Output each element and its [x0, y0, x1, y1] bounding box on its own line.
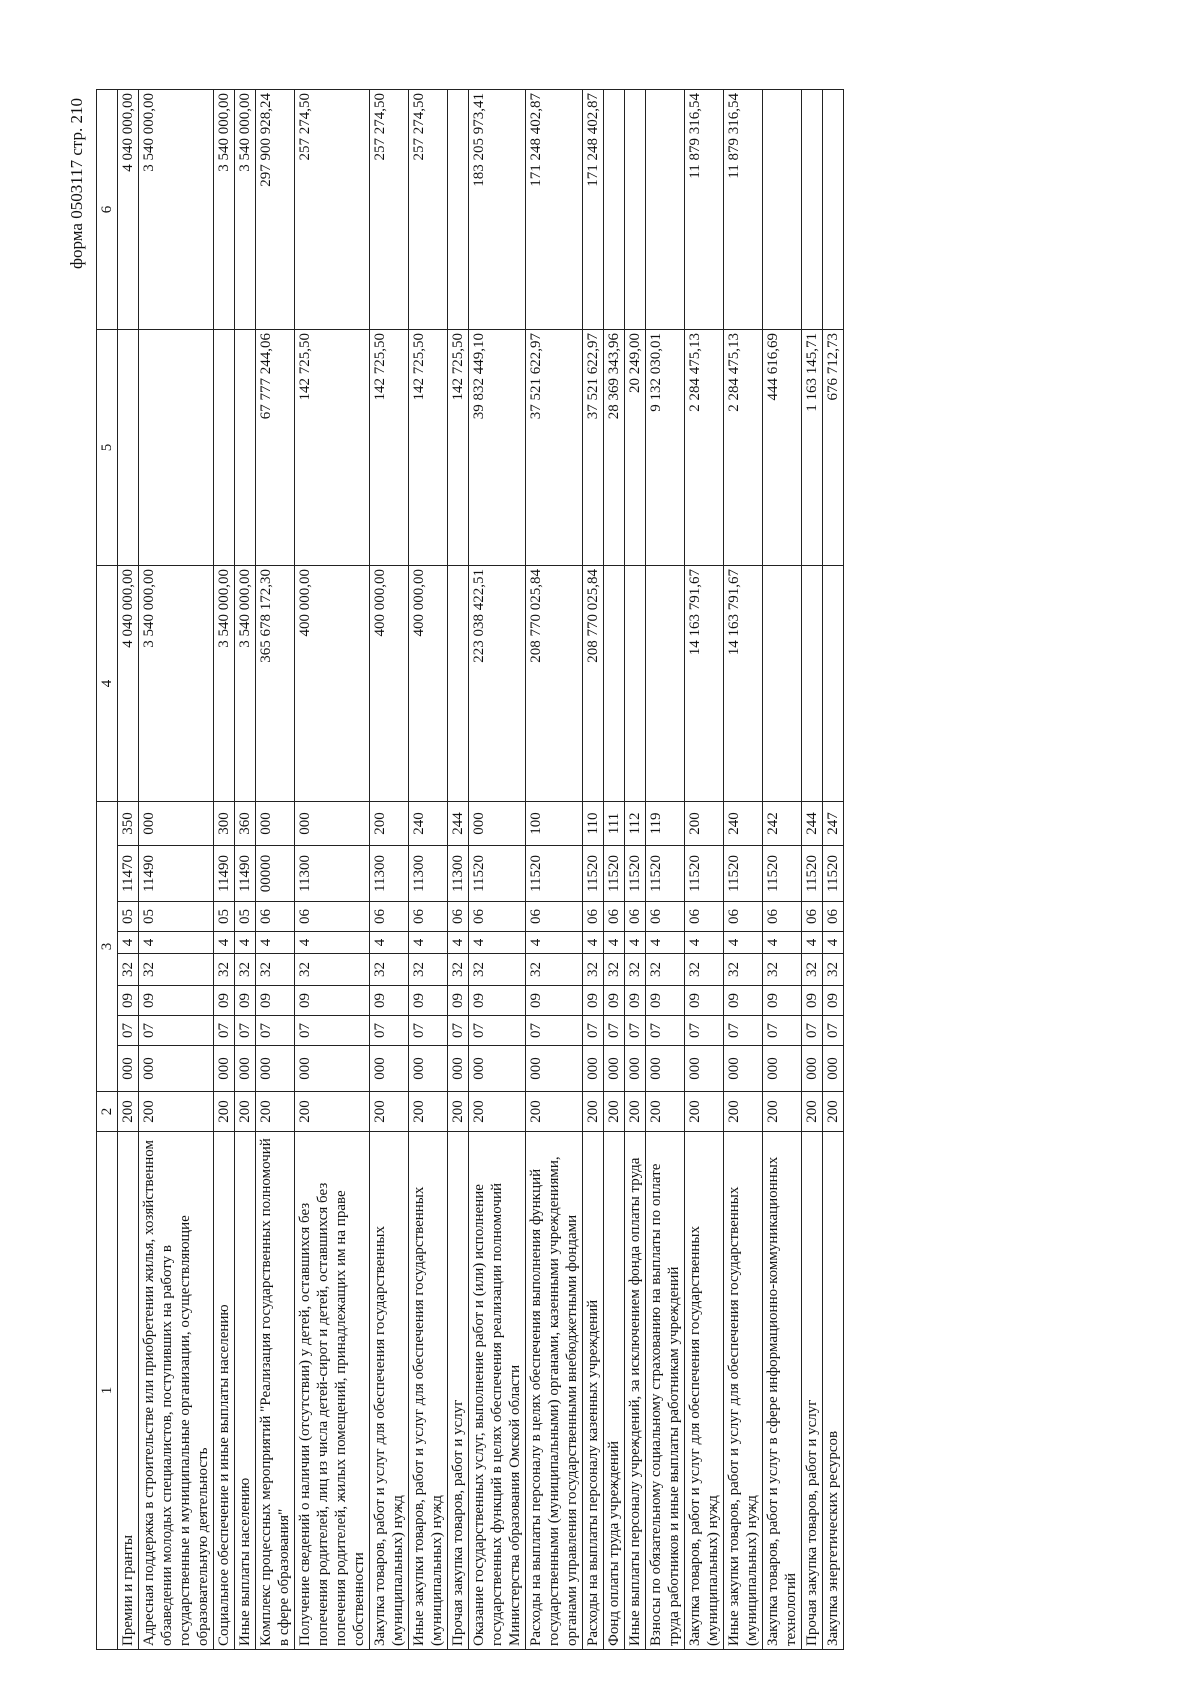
budget-code-segment: 11490: [139, 846, 214, 902]
row-name: Прочая закупка товаров, работ и услуг: [448, 1132, 469, 1650]
budget-code-segment: 200: [685, 802, 724, 846]
budget-code-segment: 11300: [409, 846, 448, 902]
budget-code-segment: 4: [646, 932, 685, 954]
table-row: [214, 90, 235, 1650]
approved-amount: 14 163 791,67: [724, 566, 763, 802]
row-name: Оказание государственных услуг, выполнение работ и (или) исполнение государственных функций в целях обеспечения реализации полномочий Министерства образования Омской области: [469, 1132, 526, 1650]
budget-code-segment: 09: [724, 986, 763, 1016]
budget-code-segment: 000: [235, 1046, 256, 1092]
budget-code-segment: 000: [448, 1046, 469, 1092]
budget-code-segment: 242: [763, 802, 802, 846]
executed-amount: 39 832 449,10: [469, 330, 526, 566]
budget-code-segment: 09: [625, 986, 646, 1016]
table-row: [646, 90, 685, 1650]
row-line-code: 200: [370, 1092, 409, 1132]
executed-amount: 37 521 622,97: [526, 330, 583, 566]
budget-code-segment: 4: [625, 932, 646, 954]
budget-code-segment: 06: [724, 902, 763, 932]
budget-code-segment: 000: [295, 1046, 370, 1092]
budget-code-segment: 11520: [469, 846, 526, 902]
budget-code-segment: 000: [646, 1046, 685, 1092]
budget-code-segment: 32: [763, 954, 802, 986]
table-row: [469, 90, 526, 1650]
executed-amount: 142 725,50: [409, 330, 448, 566]
row-line-code: 200: [625, 1092, 646, 1132]
budget-code-segment: 11520: [604, 846, 625, 902]
row-line-code: 200: [583, 1092, 604, 1132]
executed-amount: 2 284 475,13: [724, 330, 763, 566]
budget-code-segment: 100: [526, 802, 583, 846]
executed-amount: 444 616,69: [763, 330, 802, 566]
row-name: Взносы по обязательному социальному страхованию на выплаты по оплате труда работников и иные выплаты работникам учреждений: [646, 1132, 685, 1650]
budget-code-segment: 11520: [646, 846, 685, 902]
budget-code-segment: 000: [763, 1046, 802, 1092]
budget-code-segment: 32: [685, 954, 724, 986]
budget-code-segment: 4: [214, 932, 235, 954]
approved-amount: 208 770 025,84: [526, 566, 583, 802]
budget-code-segment: 4: [763, 932, 802, 954]
budget-code-segment: 000: [139, 802, 214, 846]
form-label: форма 0503117 стр. 210: [67, 98, 86, 269]
budget-code-segment: 07: [118, 1016, 139, 1046]
column-header: 5: [97, 330, 118, 566]
budget-code-segment: 07: [625, 1016, 646, 1046]
budget-code-segment: 06: [256, 902, 295, 932]
table-row: [118, 90, 139, 1650]
budget-code-segment: 4: [802, 932, 823, 954]
budget-code-segment: 32: [139, 954, 214, 986]
row-name: Иные выплаты населению: [235, 1132, 256, 1650]
budget-code-segment: 05: [118, 902, 139, 932]
budget-code-segment: 000: [469, 802, 526, 846]
table-row: [604, 90, 625, 1650]
table-row: [763, 90, 802, 1650]
budget-code-segment: 000: [823, 1046, 844, 1092]
unexecuted-amount: 3 540 000,00: [235, 90, 256, 330]
approved-amount: 223 038 422,51: [469, 566, 526, 802]
executed-amount: 142 725,50: [448, 330, 469, 566]
budget-code-segment: 11490: [235, 846, 256, 902]
column-header: 1: [97, 1132, 118, 1650]
row-line-code: 200: [256, 1092, 295, 1132]
budget-code-segment: 4: [370, 932, 409, 954]
table-row: [802, 90, 823, 1650]
budget-code-segment: 4: [469, 932, 526, 954]
budget-code-segment: 11520: [763, 846, 802, 902]
budget-code-segment: 11300: [448, 846, 469, 902]
budget-code-segment: 112: [625, 802, 646, 846]
budget-code-segment: 32: [604, 954, 625, 986]
budget-code-segment: 07: [448, 1016, 469, 1046]
row-line-code: 200: [214, 1092, 235, 1132]
approved-amount: 208 770 025,84: [583, 566, 604, 802]
row-name: Социальное обеспечение и иные выплаты населению: [214, 1132, 235, 1650]
budget-code-segment: 06: [646, 902, 685, 932]
budget-code-segment: 000: [604, 1046, 625, 1092]
budget-code-segment: 000: [256, 1046, 295, 1092]
budget-code-segment: 4: [823, 932, 844, 954]
budget-code-segment: 07: [370, 1016, 409, 1046]
unexecuted-amount: 257 274,50: [370, 90, 409, 330]
table-row: [256, 90, 295, 1650]
budget-code-segment: 09: [448, 986, 469, 1016]
unexecuted-amount: 297 900 928,24: [256, 90, 295, 330]
budget-code-segment: 07: [526, 1016, 583, 1046]
approved-amount: 3 540 000,00: [139, 566, 214, 802]
approved-amount: 400 000,00: [295, 566, 370, 802]
budget-code-segment: 07: [409, 1016, 448, 1046]
executed-amount: 67 777 244,06: [256, 330, 295, 566]
budget-code-segment: 32: [256, 954, 295, 986]
column-header: 4: [97, 566, 118, 802]
budget-code-segment: 4: [526, 932, 583, 954]
budget-code-segment: 06: [583, 902, 604, 932]
budget-code-segment: 07: [604, 1016, 625, 1046]
row-line-code: 200: [823, 1092, 844, 1132]
table-row: [583, 90, 604, 1650]
row-line-code: 200: [604, 1092, 625, 1132]
budget-code-segment: 350: [118, 802, 139, 846]
budget-code-segment: 000: [469, 1046, 526, 1092]
budget-code-segment: 11520: [823, 846, 844, 902]
unexecuted-amount: 3 540 000,00: [214, 90, 235, 330]
approved-amount: 3 540 000,00: [235, 566, 256, 802]
row-line-code: 200: [469, 1092, 526, 1132]
unexecuted-amount: 257 274,50: [409, 90, 448, 330]
table-row: [625, 90, 646, 1650]
budget-code-segment: 09: [646, 986, 685, 1016]
budget-code-segment: 11300: [295, 846, 370, 902]
budget-code-segment: 119: [646, 802, 685, 846]
budget-code-segment: 07: [295, 1016, 370, 1046]
budget-code-segment: 06: [685, 902, 724, 932]
approved-amount: [802, 566, 823, 802]
budget-code-segment: 05: [139, 902, 214, 932]
budget-code-segment: 4: [583, 932, 604, 954]
budget-code-segment: 244: [802, 802, 823, 846]
budget-code-segment: 09: [802, 986, 823, 1016]
budget-code-segment: 09: [370, 986, 409, 1016]
budget-code-segment: 11520: [802, 846, 823, 902]
budget-code-segment: 4: [604, 932, 625, 954]
budget-code-segment: 4: [409, 932, 448, 954]
budget-code-segment: 000: [625, 1046, 646, 1092]
executed-amount: 142 725,50: [370, 330, 409, 566]
budget-code-segment: 000: [295, 802, 370, 846]
table-row: [295, 90, 370, 1650]
budget-code-segment: 06: [295, 902, 370, 932]
row-name: Получение сведений о наличии (отсутствии) у детей, оставшихся без попечения родителей, лиц из числа детей-сирот и детей, оставшихся без попечения родителей, жилых помещений, принадлежащих им на праве собственности: [295, 1132, 370, 1650]
budget-code-segment: 000: [139, 1046, 214, 1092]
executed-amount: 1 163 145,71: [802, 330, 823, 566]
row-line-code: 200: [646, 1092, 685, 1132]
row-line-code: 200: [139, 1092, 214, 1132]
budget-code-segment: 11520: [625, 846, 646, 902]
unexecuted-amount: [604, 90, 625, 330]
column-header: 3: [97, 802, 118, 1092]
budget-code-segment: 06: [625, 902, 646, 932]
row-name: Закупка товаров, работ и услуг для обеспечения государственных (муниципальных) нужд: [370, 1132, 409, 1650]
unexecuted-amount: 3 540 000,00: [139, 90, 214, 330]
budget-code-segment: 000: [583, 1046, 604, 1092]
budget-code-segment: 11520: [583, 846, 604, 902]
approved-amount: 400 000,00: [409, 566, 448, 802]
budget-code-segment: 4: [139, 932, 214, 954]
executed-amount: 20 249,00: [625, 330, 646, 566]
row-name: Фонд оплаты труда учреждений: [604, 1132, 625, 1650]
budget-code-segment: 000: [685, 1046, 724, 1092]
budget-code-segment: 32: [214, 954, 235, 986]
budget-code-segment: 06: [802, 902, 823, 932]
budget-code-segment: 06: [370, 902, 409, 932]
unexecuted-amount: 11 879 316,54: [685, 90, 724, 330]
budget-code-segment: 244: [448, 802, 469, 846]
budget-code-segment: 06: [763, 902, 802, 932]
budget-code-segment: 32: [646, 954, 685, 986]
table-row: [409, 90, 448, 1650]
budget-code-segment: 07: [823, 1016, 844, 1046]
budget-code-segment: 000: [724, 1046, 763, 1092]
budget-code-segment: 09: [604, 986, 625, 1016]
unexecuted-amount: 171 248 402,87: [526, 90, 583, 330]
row-line-code: 200: [118, 1092, 139, 1132]
table-body: [118, 90, 844, 1650]
row-line-code: 200: [763, 1092, 802, 1132]
unexecuted-amount: [646, 90, 685, 330]
approved-amount: [823, 566, 844, 802]
budget-code-segment: 07: [139, 1016, 214, 1046]
executed-amount: 9 132 030,01: [646, 330, 685, 566]
budget-code-segment: 07: [763, 1016, 802, 1046]
budget-code-segment: 07: [235, 1016, 256, 1046]
executed-amount: 2 284 475,13: [685, 330, 724, 566]
approved-amount: [625, 566, 646, 802]
approved-amount: 365 678 172,30: [256, 566, 295, 802]
budget-code-segment: 11470: [118, 846, 139, 902]
row-name: Комплекс процессных мероприятий "Реализация государственных полномочий в сфере образования": [256, 1132, 295, 1650]
approved-amount: 14 163 791,67: [685, 566, 724, 802]
budget-code-segment: 300: [214, 802, 235, 846]
budget-code-segment: 06: [604, 902, 625, 932]
executed-amount: 142 725,50: [295, 330, 370, 566]
budget-code-segment: 32: [235, 954, 256, 986]
row-name: Расходы на выплаты персоналу казенных учреждений: [583, 1132, 604, 1650]
budget-code-segment: 09: [583, 986, 604, 1016]
budget-code-segment: 06: [469, 902, 526, 932]
unexecuted-amount: [802, 90, 823, 330]
budget-code-segment: 11490: [214, 846, 235, 902]
budget-code-segment: 11300: [370, 846, 409, 902]
budget-code-segment: 05: [235, 902, 256, 932]
budget-code-segment: 247: [823, 802, 844, 846]
row-line-code: 200: [448, 1092, 469, 1132]
budget-code-segment: 32: [409, 954, 448, 986]
row-name: Закупка товаров, работ и услуг для обеспечения государственных (муниципальных) нужд: [685, 1132, 724, 1650]
unexecuted-amount: [763, 90, 802, 330]
approved-amount: 400 000,00: [370, 566, 409, 802]
unexecuted-amount: [823, 90, 844, 330]
budget-code-segment: 000: [409, 1046, 448, 1092]
budget-code-segment: 06: [409, 902, 448, 932]
budget-code-segment: 11520: [685, 846, 724, 902]
budget-code-segment: 4: [448, 932, 469, 954]
table-row: [685, 90, 724, 1650]
row-line-code: 200: [235, 1092, 256, 1132]
executed-amount: [235, 330, 256, 566]
budget-code-segment: 200: [370, 802, 409, 846]
budget-code-segment: 32: [823, 954, 844, 986]
budget-code-segment: 32: [802, 954, 823, 986]
budget-code-segment: 07: [802, 1016, 823, 1046]
approved-amount: [763, 566, 802, 802]
table-row: [724, 90, 763, 1650]
budget-code-segment: 09: [823, 986, 844, 1016]
unexecuted-amount: 11 879 316,54: [724, 90, 763, 330]
row-name: Адресная поддержка в строительстве или приобретении жилья, хозяйственном обзаведении молодых специалистов, поступивших на работу в государственные и муниципальные организации, осуществляющие образовательную деятельность: [139, 1132, 214, 1650]
row-line-code: 200: [685, 1092, 724, 1132]
budget-code-segment: 000: [802, 1046, 823, 1092]
table-row: [370, 90, 409, 1650]
budget-code-segment: 32: [295, 954, 370, 986]
column-header: 2: [97, 1092, 118, 1132]
unexecuted-amount: 183 205 973,41: [469, 90, 526, 330]
budget-code-segment: 32: [469, 954, 526, 986]
approved-amount: [604, 566, 625, 802]
budget-code-segment: 05: [214, 902, 235, 932]
column-header: 6: [97, 90, 118, 330]
row-name: Закупка энергетических ресурсов: [823, 1132, 844, 1650]
budget-code-segment: 4: [256, 932, 295, 954]
table-row: [823, 90, 844, 1650]
table-row: [139, 90, 214, 1650]
approved-amount: [448, 566, 469, 802]
budget-code-segment: 09: [118, 986, 139, 1016]
budget-code-segment: 32: [724, 954, 763, 986]
budget-code-segment: 07: [724, 1016, 763, 1046]
row-line-code: 200: [526, 1092, 583, 1132]
budget-code-segment: 09: [214, 986, 235, 1016]
budget-code-segment: 000: [214, 1046, 235, 1092]
budget-code-segment: 07: [685, 1016, 724, 1046]
budget-code-segment: 09: [469, 986, 526, 1016]
budget-code-segment: 09: [256, 986, 295, 1016]
budget-code-segment: 09: [235, 986, 256, 1016]
budget-code-segment: 32: [625, 954, 646, 986]
executed-amount: 676 712,73: [823, 330, 844, 566]
budget-code-segment: 111: [604, 802, 625, 846]
budget-code-segment: 000: [256, 802, 295, 846]
budget-code-segment: 09: [409, 986, 448, 1016]
approved-amount: 3 540 000,00: [214, 566, 235, 802]
unexecuted-amount: 171 248 402,87: [583, 90, 604, 330]
budget-code-segment: 32: [370, 954, 409, 986]
budget-code-segment: 06: [448, 902, 469, 932]
budget-code-segment: 4: [685, 932, 724, 954]
budget-code-segment: 4: [118, 932, 139, 954]
row-name: Прочая закупка товаров, работ и услуг: [802, 1132, 823, 1650]
column-number-row: [97, 90, 118, 1650]
budget-code-segment: 09: [763, 986, 802, 1016]
budget-code-segment: 000: [526, 1046, 583, 1092]
executed-amount: [139, 330, 214, 566]
budget-code-segment: 07: [583, 1016, 604, 1046]
rotated-sheet: [62, 90, 1192, 1650]
budget-code-segment: 06: [526, 902, 583, 932]
budget-code-segment: 11520: [526, 846, 583, 902]
budget-code-segment: 32: [448, 954, 469, 986]
executed-amount: 28 369 343,96: [604, 330, 625, 566]
unexecuted-amount: [625, 90, 646, 330]
executed-amount: [118, 330, 139, 566]
row-name: Иные закупки товаров, работ и услуг для обеспечения государственных (муниципальных) нужд: [724, 1132, 763, 1650]
budget-code-segment: 00000: [256, 846, 295, 902]
row-name: Расходы на выплаты персоналу в целях обеспечения выполнения функций государственными (муниципальными) органами, казенными учреждениями, органами управления государственными внебюджетными фондами: [526, 1132, 583, 1650]
row-line-code: 200: [409, 1092, 448, 1132]
table-row: [448, 90, 469, 1650]
budget-code-segment: 32: [118, 954, 139, 986]
budget-code-segment: 240: [724, 802, 763, 846]
budget-code-segment: 07: [214, 1016, 235, 1046]
budget-code-segment: 06: [823, 902, 844, 932]
budget-code-segment: 4: [235, 932, 256, 954]
unexecuted-amount: 4 040 000,00: [118, 90, 139, 330]
budget-code-segment: 110: [583, 802, 604, 846]
approved-amount: [646, 566, 685, 802]
row-name: Иные закупки товаров, работ и услуг для обеспечения государственных (муниципальных) нужд: [409, 1132, 448, 1650]
row-line-code: 200: [724, 1092, 763, 1132]
executed-amount: [214, 330, 235, 566]
budget-code-segment: 000: [118, 1046, 139, 1092]
row-name: Премии и гранты: [118, 1132, 139, 1650]
budget-code-segment: 32: [526, 954, 583, 986]
row-name: Иные выплаты персоналу учреждений, за исключением фонда оплаты труда: [625, 1132, 646, 1650]
row-line-code: 200: [802, 1092, 823, 1132]
unexecuted-amount: 257 274,50: [295, 90, 370, 330]
budget-code-segment: 07: [256, 1016, 295, 1046]
table-row: [526, 90, 583, 1650]
budget-code-segment: 07: [646, 1016, 685, 1046]
table-row: [235, 90, 256, 1650]
unexecuted-amount: [448, 90, 469, 330]
budget-code-segment: 4: [724, 932, 763, 954]
approved-amount: 4 040 000,00: [118, 566, 139, 802]
row-line-code: 200: [295, 1092, 370, 1132]
report-table: [96, 89, 844, 1650]
executed-amount: 37 521 622,97: [583, 330, 604, 566]
budget-code-segment: 09: [685, 986, 724, 1016]
budget-code-segment: 4: [295, 932, 370, 954]
budget-code-segment: 000: [370, 1046, 409, 1092]
budget-code-segment: 09: [139, 986, 214, 1016]
budget-code-segment: 11520: [724, 846, 763, 902]
budget-code-segment: 09: [526, 986, 583, 1016]
budget-code-segment: 32: [583, 954, 604, 986]
budget-code-segment: 360: [235, 802, 256, 846]
budget-code-segment: 09: [295, 986, 370, 1016]
budget-code-segment: 240: [409, 802, 448, 846]
budget-code-segment: 07: [469, 1016, 526, 1046]
row-name: Закупка товаров, работ и услуг в сфере информационно-коммуникационных технологий: [763, 1132, 802, 1650]
